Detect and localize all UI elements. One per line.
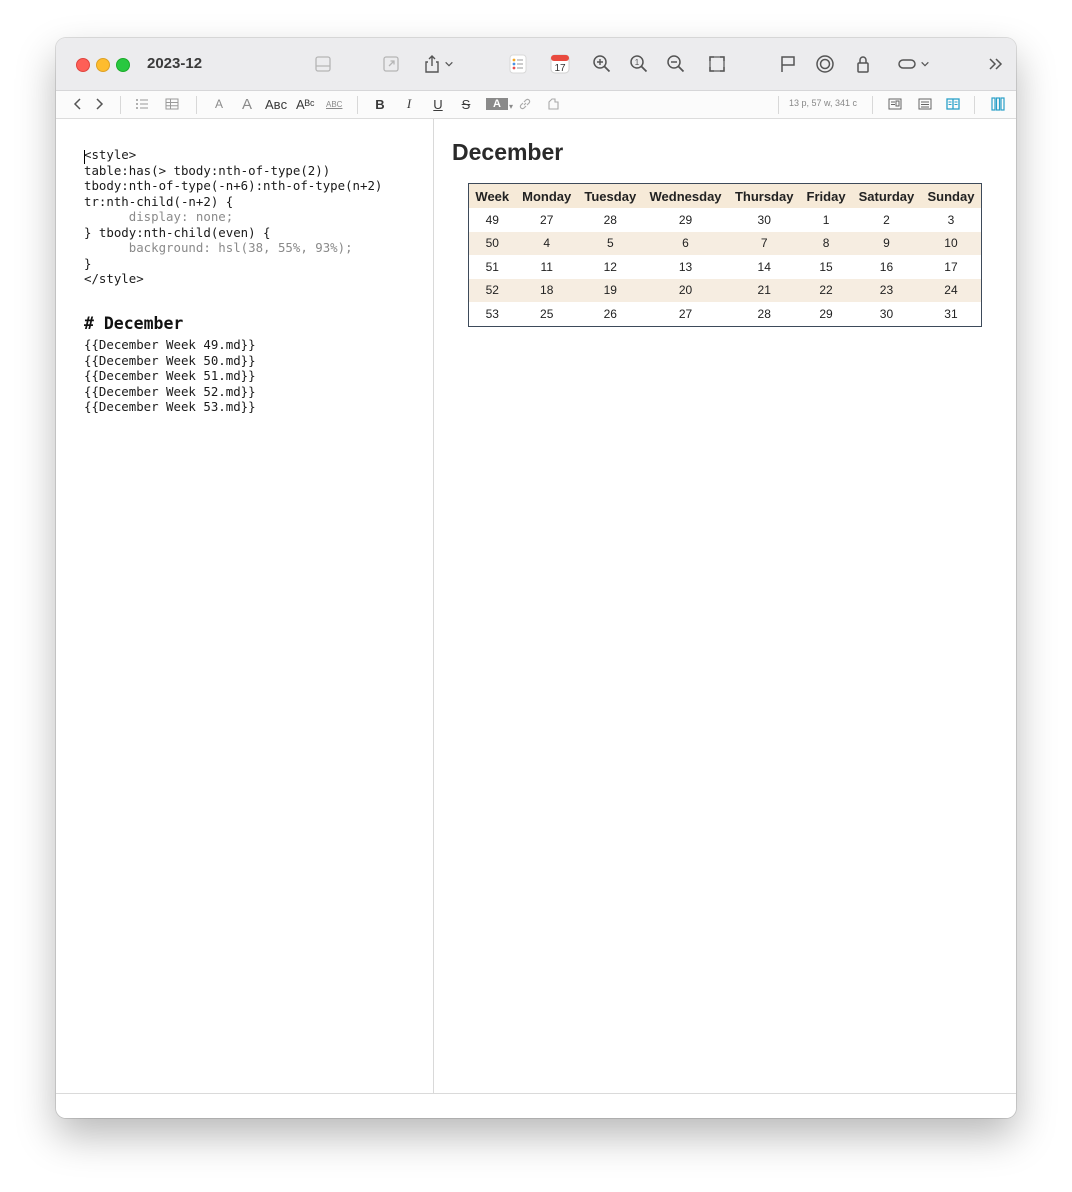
table-cell: 29 [819, 306, 833, 321]
table-cell: 11 [540, 259, 553, 274]
code-line: table:has(> tbody:nth-of-type(2)) [84, 162, 331, 178]
italic-button[interactable]: I [406, 96, 412, 111]
table-cell: 2 [883, 212, 890, 227]
zoom-actual-label: 1 [634, 58, 640, 67]
code-line: tbody:nth-of-type(-n+6):nth-of-type(n+2) [84, 178, 383, 193]
table-icon[interactable] [164, 95, 180, 113]
share-chevron-down-icon[interactable] [442, 52, 456, 76]
column-header: Saturday [852, 184, 921, 209]
code-line: </style> [84, 271, 144, 286]
table-cell: 4 [516, 232, 578, 256]
separator [357, 96, 358, 114]
table-row [469, 255, 982, 279]
table-row [469, 208, 982, 232]
include-line: {{December Week 53.md}} [84, 399, 256, 414]
table-cell: 7 [728, 232, 800, 256]
highlight-button[interactable]: A [486, 98, 508, 110]
font-smaller-button[interactable]: A [214, 97, 223, 111]
minimize-button[interactable] [96, 58, 110, 72]
table-cell: 9 [852, 232, 921, 256]
open-external-icon[interactable] [379, 52, 403, 76]
bold-button[interactable]: B [375, 96, 385, 112]
forward-chevron-icon[interactable] [91, 95, 107, 113]
table-cell: 28 [603, 212, 617, 227]
calendar-table [468, 183, 982, 327]
table-cell: 3 [947, 212, 955, 227]
table-cell: 24 [921, 279, 982, 303]
format-bar [56, 91, 1016, 119]
table-cell: 15 [819, 259, 833, 274]
all-caps-button[interactable]: ABC [326, 99, 343, 109]
column-header: Sunday [921, 184, 982, 209]
table-cell: 13 [678, 259, 693, 274]
table-cell: 52 [469, 279, 516, 303]
code-line: } tbody:nth-child(even) { [84, 224, 271, 240]
table-cell: 5 [578, 232, 643, 256]
list-icon[interactable] [134, 95, 150, 113]
table-cell: 17 [944, 259, 958, 274]
separator [778, 96, 779, 114]
table-cell: 14 [757, 259, 771, 274]
editor-only-view-icon[interactable] [887, 95, 903, 113]
split-view-icon[interactable] [945, 95, 961, 113]
footnote-icon[interactable] [545, 95, 561, 113]
separator [974, 96, 975, 114]
back-chevron-icon[interactable] [70, 95, 86, 113]
pill-shape-icon[interactable] [895, 52, 919, 76]
table-cell: 23 [852, 279, 921, 303]
table-cell: 20 [643, 279, 729, 303]
separator [872, 96, 873, 114]
table-cell: 26 [603, 306, 617, 321]
document-stats: 13 p, 57 w, 341 c [789, 98, 858, 108]
table-cell: 30 [757, 212, 771, 227]
code-line: tr:nth-child(-n+2) { [84, 193, 234, 209]
table-row [469, 232, 982, 256]
code-line: <style> [84, 147, 137, 162]
table-cell: 28 [757, 306, 771, 321]
css-code-block[interactable] [84, 147, 382, 287]
highlight-chevron-down-icon[interactable]: ▾ [508, 101, 513, 111]
status-bar [56, 1093, 1016, 1118]
calendar-day: 17 [554, 63, 566, 74]
window-title: 2023-12 [147, 55, 203, 72]
zoom-out-icon[interactable] [664, 52, 688, 76]
table-cell: 29 [678, 212, 693, 227]
column-header: Tuesday [578, 184, 643, 209]
include-list[interactable] [84, 337, 256, 415]
table-cell: 1 [822, 212, 830, 227]
title-bar [56, 38, 1016, 91]
table-cell: 19 [578, 279, 643, 303]
preview-title: December [452, 139, 564, 165]
table-cell: 21 [728, 279, 800, 303]
table-cell: 25 [540, 306, 554, 321]
table-body [469, 208, 982, 326]
share-icon[interactable] [420, 52, 444, 76]
pill-chevron-down-icon[interactable] [918, 52, 932, 76]
close-button[interactable] [76, 58, 90, 72]
column-header: Week [469, 184, 516, 209]
crop-icon[interactable] [705, 52, 729, 76]
calendar-icon[interactable] [548, 52, 572, 76]
table-cell: 30 [879, 306, 894, 321]
preview-only-view-icon[interactable] [917, 95, 933, 113]
code-line: } [84, 255, 92, 271]
table-cell: 6 [643, 232, 729, 256]
markdown-heading[interactable]: # December [84, 314, 184, 333]
include-line: {{December Week 51.md}} [84, 368, 256, 383]
table-cell: 10 [921, 232, 982, 256]
table-row [469, 302, 982, 326]
sidebar-panel-icon[interactable] [990, 95, 1006, 113]
table-cell: 53 [485, 306, 499, 321]
table-cell: 51 [485, 259, 499, 274]
flag-icon[interactable] [776, 52, 800, 76]
table-row [469, 279, 982, 303]
table-cell: 8 [800, 232, 852, 256]
overflow-icon[interactable] [984, 52, 1008, 76]
link-icon[interactable] [517, 95, 533, 113]
table-cell: 27 [540, 212, 554, 227]
lock-icon[interactable] [851, 52, 875, 76]
table-cell: 27 [678, 306, 693, 321]
separator [196, 96, 197, 114]
separator [120, 96, 121, 114]
preview-pane [434, 119, 1016, 1093]
zoom-button[interactable] [116, 58, 130, 72]
font-larger-button[interactable]: A [241, 95, 252, 113]
editor-pane[interactable] [56, 119, 433, 1093]
superscript-button[interactable]: Aᴮᶜ [296, 96, 315, 112]
code-line: background: hsl(38, 55%, 93%); [84, 240, 353, 255]
include-line: {{December Week 49.md}} [84, 337, 256, 352]
column-header: Wednesday [643, 184, 729, 209]
column-header: Thursday [728, 184, 800, 209]
include-line: {{December Week 50.md}} [84, 352, 256, 368]
table-cell: 49 [485, 212, 499, 227]
table-header-row [469, 184, 982, 209]
checklist-icon[interactable] [506, 52, 530, 76]
include-line: {{December Week 52.md}} [84, 383, 256, 399]
small-caps-button[interactable]: Aʙᴄ [265, 96, 288, 112]
sidebar-icon[interactable] [311, 52, 335, 76]
target-icon[interactable] [813, 52, 837, 76]
table-cell: 18 [516, 279, 578, 303]
table-cell: 16 [879, 259, 894, 274]
column-header: Friday [800, 184, 852, 209]
table-cell: 22 [800, 279, 852, 303]
zoom-in-icon[interactable] [590, 52, 614, 76]
table-cell: 31 [944, 306, 958, 321]
table-cell: 50 [469, 232, 516, 256]
app-window [56, 38, 1016, 1118]
zoom-actual-icon[interactable] [627, 52, 651, 76]
code-line: display: none; [84, 209, 234, 224]
table-cell: 12 [603, 259, 617, 274]
strikethrough-button[interactable]: S [461, 96, 471, 112]
column-header: Monday [516, 184, 578, 209]
underline-button[interactable]: U [433, 96, 443, 112]
